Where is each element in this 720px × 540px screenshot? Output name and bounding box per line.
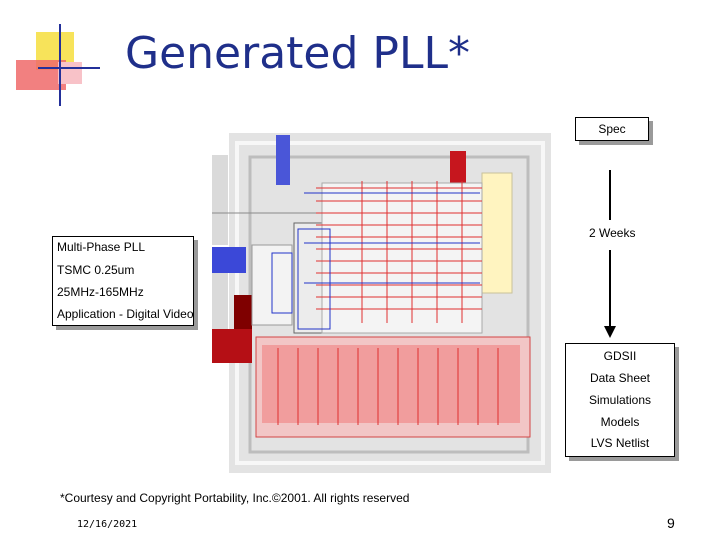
chip-info-line: 25MHz-165MHz <box>57 285 144 299</box>
deliverable-item: Simulations <box>588 393 652 407</box>
decor-red-light <box>58 62 82 84</box>
spec-label: Spec <box>598 122 626 136</box>
slide-title: Generated PLL* <box>125 28 470 79</box>
corner-decoration <box>0 0 110 110</box>
spec-box <box>575 117 649 141</box>
copyright-note: *Courtesy and Copyright Portability, Inc.©2001. All rights reserved <box>60 491 410 505</box>
deliverable-item: GDSII <box>603 349 637 363</box>
slide-date: 12/16/2021 <box>77 519 138 530</box>
chip-info-box <box>52 236 194 326</box>
deliverable-item: Models <box>600 415 640 429</box>
chip-info-line: Application - Digital Video <box>57 307 194 321</box>
chip-info-heading: Multi-Phase PLL <box>57 240 146 254</box>
deliverable-item: LVS Netlist <box>590 436 650 450</box>
chip-info-line: TSMC 0.25um <box>57 263 135 277</box>
deliverables-box <box>565 343 675 457</box>
duration-label: 2 Weeks <box>589 226 636 240</box>
page-number: 9 <box>667 515 675 531</box>
flow-arrow <box>600 170 620 340</box>
arrow-down-icon <box>604 326 616 338</box>
deliverable-item: Data Sheet <box>589 371 651 385</box>
pll-chip-layout-image <box>212 133 552 473</box>
